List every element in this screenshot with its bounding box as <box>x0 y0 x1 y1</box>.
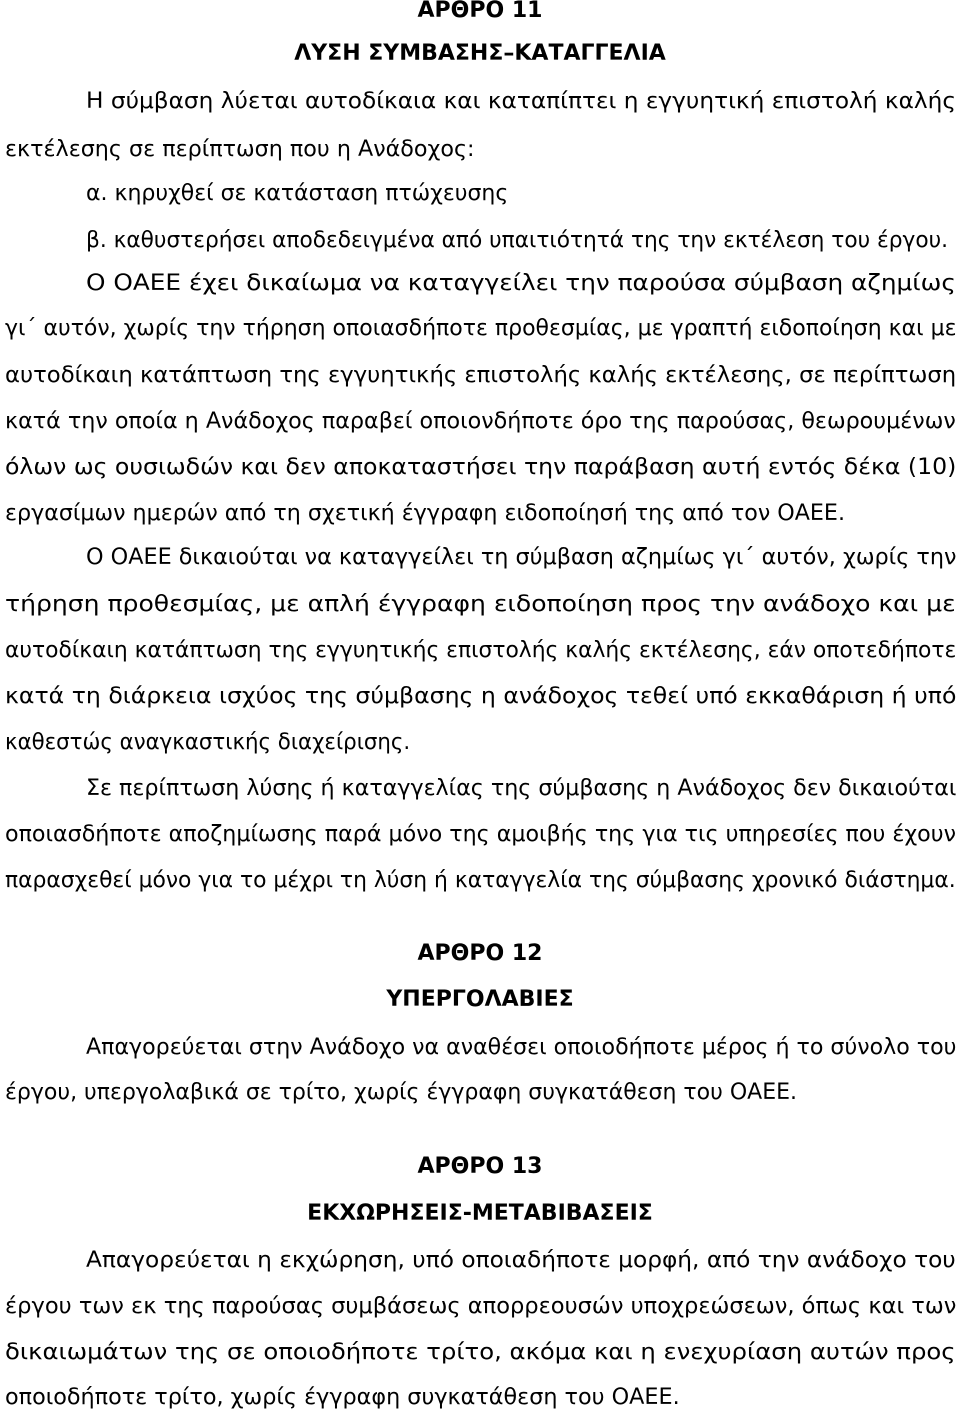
article-13-number: ΑΡΘΡΟ 13 <box>417 1154 543 1179</box>
article-12-title: ΥΠΕΡΓΟΛΑΒΙΕΣ <box>386 987 574 1012</box>
article-11-paragraph-2-line-5: όλων ως ουσιωδών και δεν αποκαταστήσει την παράβαση αυτή εντός δέκα (10) <box>5 455 957 480</box>
article-13-paragraph-line-2: έργου των εκ της παρούσας συμβάσεως απορρεουσών υποχρεώσεων, όπως και των <box>5 1294 957 1319</box>
article-11-item-a: α. κηρυχθεί σε κατάσταση πτώχευσης <box>86 181 509 206</box>
article-11-paragraph-3-line-4: κατά τη διάρκεια ισχύος της σύμβασης η ανάδοχος τεθεί υπό εκκαθάριση ή υπό <box>5 684 957 709</box>
article-11-paragraph-3-line-5: καθεστώς αναγκαστικής διαχείρισης. <box>5 730 411 755</box>
article-11-number: ΑΡΘΡΟ 11 <box>417 0 543 23</box>
article-11-paragraph-3-line-1: Ο ΟΑΕΕ δικαιούται να καταγγείλει τη σύμβαση αζημίως γι΄ αυτόν, χωρίς την <box>86 545 957 570</box>
article-11-paragraph-2-line-6: εργασίμων ημερών από τη σχετική έγγραφη ειδοποίησή της από τον ΟΑΕΕ. <box>5 501 846 526</box>
article-11-item-b: β. καθυστερήσει αποδεδειγμένα από υπαιτιότητά της την εκτέλεση του έργου. <box>86 228 949 253</box>
article-11-paragraph-1-line-2: εκτέλεσης σε περίπτωση που η Ανάδοχος: <box>5 137 475 162</box>
article-11-paragraph-2-line-1: Ο ΟΑΕΕ έχει δικαίωμα να καταγγείλει την παρούσα σύμβαση αζημίως <box>86 271 956 296</box>
article-11-paragraph-3-line-3: αυτοδίκαιη κατάπτωση της εγγυητικής επιστολής καλής εκτέλεσης, εάν οποτεδήποτε <box>5 638 957 663</box>
article-13-paragraph-line-1: Απαγορεύεται η εκχώρηση, υπό οποιαδήποτε μορφή, από την ανάδοχο του <box>86 1248 956 1273</box>
article-11-paragraph-2-line-4: κατά την οποία η Ανάδοχος παραβεί οποιονδήποτε όρο της παρούσας, θεωρουμένων <box>5 409 956 434</box>
article-11-paragraph-4-line-3: παρασχεθεί μόνο για το μέχρι τη λύση ή καταγγελία της σύμβασης χρονικό διάστημα. <box>5 868 956 893</box>
article-11-paragraph-4-line-2: οποιασδήποτε αποζημίωσης παρά μόνο της αμοιβής της για τις υπηρεσίες που έχουν <box>5 822 956 847</box>
article-11-paragraph-2-line-3: αυτοδίκαιη κατάπτωση της εγγυητικής επιστολής καλής εκτέλεσης, σε περίπτωση <box>5 363 957 388</box>
article-12-number: ΑΡΘΡΟ 12 <box>417 941 543 966</box>
article-11-title: ΛΥΣΗ ΣΥΜΒΑΣΗΣ–ΚΑΤΑΓΓΕΛΙΑ <box>294 41 666 66</box>
article-12-paragraph-line-1: Απαγορεύεται στην Ανάδοχο να αναθέσει οποιοδήποτε μέρος ή το σύνολο του <box>86 1035 957 1060</box>
article-11-paragraph-1-line-1: Η σύμβαση λύεται αυτοδίκαια και καταπίπτει η εγγυητική επιστολή καλής <box>86 89 956 114</box>
article-11-paragraph-3-line-2: τήρηση προθεσμίας, με απλή έγγραφη ειδοποίηση προς την ανάδοχο και με <box>5 592 956 617</box>
article-13-paragraph-line-4: οποιοδήποτε τρίτο, χωρίς έγγραφη συγκατάθεση του ΟΑΕΕ. <box>5 1385 680 1410</box>
article-11-paragraph-4-line-1: Σε περίπτωση λύσης ή καταγγελίας της σύμβασης η Ανάδοχος δεν δικαιούται <box>86 776 957 801</box>
article-12-paragraph-line-2: έργου, υπεργολαβικά σε τρίτο, χωρίς έγγραφη συγκατάθεση του ΟΑΕΕ. <box>5 1080 798 1105</box>
article-13-title: ΕΚΧΩΡΗΣΕΙΣ-ΜΕΤΑΒΙΒΑΣΕΙΣ <box>307 1201 653 1226</box>
article-13-paragraph-line-3: δικαιωμάτων της σε οποιοδήποτε τρίτο, ακόμα και η ενεχυρίαση αυτών προς <box>5 1340 956 1365</box>
article-11-paragraph-2-line-2: γι΄ αυτόν, χωρίς την τήρηση οποιασδήποτε προθεσμίας, με γραπτή ειδοποίηση και με <box>5 316 957 341</box>
